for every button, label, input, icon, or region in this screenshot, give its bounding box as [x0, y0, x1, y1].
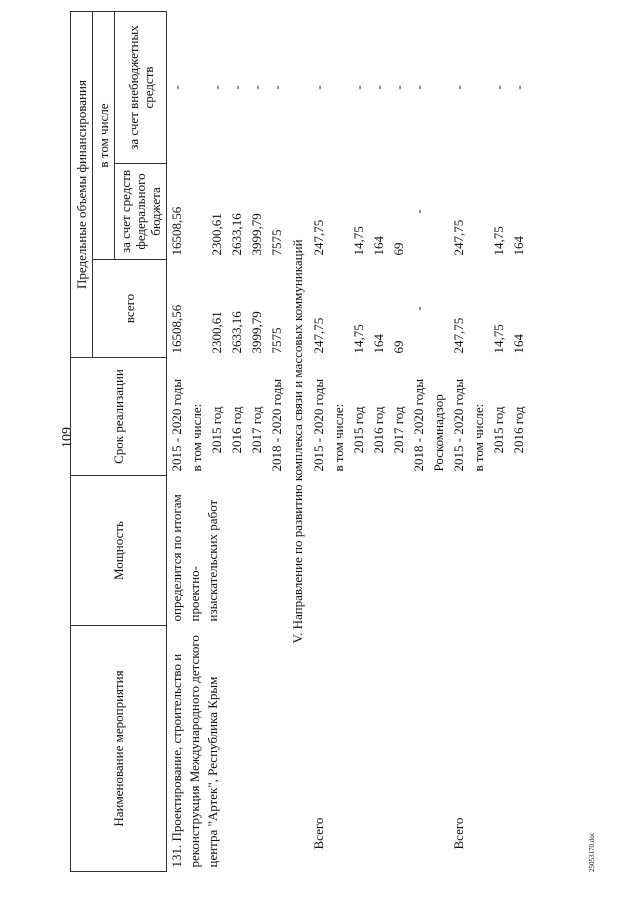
- term-cell: в том числе:: [189, 403, 204, 472]
- total-cell: 7575: [269, 327, 284, 354]
- empty-capacity: [449, 476, 529, 626]
- term-cell: в том числе:: [471, 403, 486, 472]
- federal-cell: [329, 164, 349, 260]
- federal-cell: [469, 164, 489, 260]
- table-row: [449, 12, 469, 872]
- term-cell: 2015 год: [209, 406, 224, 454]
- section-row: [287, 12, 309, 872]
- section-title: V. Направление по развитию комплекса связи и массовых коммуникаций: [290, 239, 305, 644]
- agency-label: Роскомнадзор: [431, 394, 446, 472]
- ext-cell: [187, 12, 207, 164]
- term-cell: 2015 - 2020 годы: [311, 378, 326, 472]
- total-cell: 247,75: [311, 317, 326, 354]
- total-cell: 2300,61: [209, 311, 224, 354]
- total-cell: 164: [511, 334, 526, 354]
- empty-federal: [429, 164, 449, 260]
- item-number: 131.: [169, 844, 184, 868]
- header-including: в том числе: [93, 12, 115, 260]
- table-row: [429, 12, 449, 872]
- ext-cell: -: [371, 85, 386, 90]
- term-cell: 2018 - 2020 годы: [411, 378, 426, 472]
- federal-cell: 2300,61: [209, 213, 224, 256]
- total-label: Всего: [311, 817, 326, 850]
- table-row: [167, 12, 188, 872]
- term-cell: 2015 - 2020 годы: [169, 378, 184, 472]
- term-cell: 2016 год: [371, 406, 386, 454]
- federal-cell: 164: [371, 236, 386, 256]
- federal-cell: 2633,16: [229, 213, 244, 256]
- header-extrabudget: за счет внебюджетных средств: [115, 12, 167, 164]
- total-cell: [469, 260, 489, 358]
- federal-cell: -: [411, 209, 426, 214]
- ext-cell: -: [451, 85, 466, 90]
- federal-cell: 14,75: [351, 226, 366, 256]
- federal-cell: 247,75: [451, 219, 466, 256]
- total-cell: 164: [371, 334, 386, 354]
- ext-cell: -: [391, 85, 406, 90]
- ext-cell: -: [351, 85, 366, 90]
- ext-cell: -: [511, 85, 526, 90]
- term-cell: в том числе:: [331, 403, 346, 472]
- total-cell: 3999,79: [249, 311, 264, 354]
- header-name: Наименование мероприятия: [71, 626, 167, 872]
- ext-cell: -: [169, 85, 184, 90]
- term-cell: 2018 - 2020 годы: [269, 378, 284, 472]
- ext-cell: [469, 12, 489, 164]
- ext-cell: -: [269, 85, 284, 90]
- ext-cell: -: [209, 85, 224, 90]
- ext-cell: -: [411, 85, 426, 90]
- federal-cell: 69: [391, 242, 406, 256]
- federal-cell: 247,75: [311, 219, 326, 256]
- empty-ext: [429, 12, 449, 164]
- total-cell: -: [411, 306, 426, 311]
- federal-cell: 3999,79: [249, 213, 264, 256]
- empty-capacity: [309, 476, 429, 626]
- term-cell: 2015 год: [491, 406, 506, 454]
- header-capacity: Мощность: [71, 476, 167, 626]
- term-cell: 2017 год: [391, 406, 406, 454]
- financing-table: [70, 11, 529, 872]
- header-term: Срок реализации: [71, 358, 167, 476]
- header-total: всего: [93, 260, 167, 358]
- federal-cell: 14,75: [491, 226, 506, 256]
- empty-capacity: [429, 476, 449, 626]
- total-cell: 2633,16: [229, 311, 244, 354]
- term-cell: 2015 год: [351, 406, 366, 454]
- total-cell: [187, 260, 207, 358]
- item-capacity: определится по итогам проектно-изыскательских работ: [169, 494, 220, 622]
- total-cell: [329, 260, 349, 358]
- rotated-table-sheet: [70, 12, 610, 872]
- total-cell: 14,75: [491, 324, 506, 354]
- empty-name: [429, 626, 449, 872]
- page-number: 109: [60, 427, 75, 448]
- table-row: [309, 12, 329, 872]
- total-cell: 247,75: [451, 317, 466, 354]
- federal-cell: 16508,56: [169, 206, 184, 256]
- item-name-cell: [167, 626, 288, 872]
- term-cell: 2017 год: [249, 406, 264, 454]
- item-name: Проектирование, строительство и реконструкция Международного детского центра "Артек", Республика Крым: [169, 635, 220, 868]
- term-cell: 2015 - 2020 годы: [451, 378, 466, 472]
- total-cell: 14,75: [351, 324, 366, 354]
- document-code: 25053170.doc: [588, 832, 596, 872]
- ext-cell: -: [491, 85, 506, 90]
- header-federal: за счет средств федерального бюджета: [115, 164, 167, 260]
- federal-cell: [187, 164, 207, 260]
- federal-cell: 7575: [269, 229, 284, 256]
- ext-cell: -: [229, 85, 244, 90]
- ext-cell: -: [249, 85, 264, 90]
- ext-cell: -: [311, 85, 326, 90]
- ext-cell: [329, 12, 349, 164]
- total-cell: 16508,56: [169, 304, 184, 354]
- term-cell: 2016 год: [229, 406, 244, 454]
- header-limits: Предельные объемы финансирования: [71, 12, 93, 358]
- total-label: Всего: [451, 817, 466, 850]
- term-cell: 2016 год: [511, 406, 526, 454]
- empty-total: [429, 260, 449, 358]
- total-cell: 69: [391, 340, 406, 354]
- federal-cell: 164: [511, 236, 526, 256]
